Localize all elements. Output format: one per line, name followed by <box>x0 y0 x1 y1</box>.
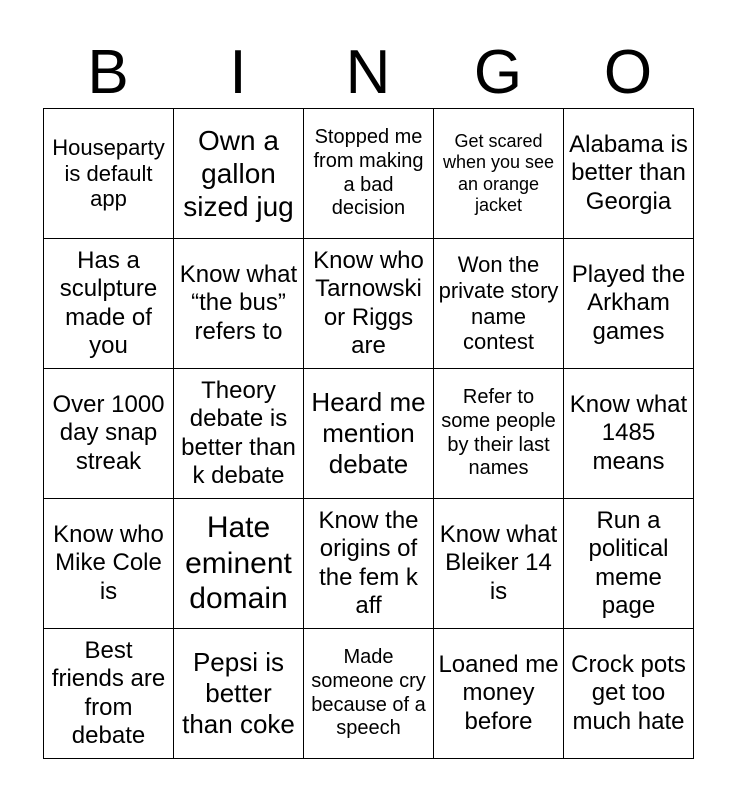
header-letter-g: G <box>473 38 523 107</box>
bingo-cell[interactable]: Know who Mike Cole is <box>44 499 174 629</box>
bingo-cell[interactable]: Know the origins of the fem k aff <box>304 499 434 629</box>
bingo-row <box>44 499 694 629</box>
bingo-cell[interactable]: Crock pots get too much hate <box>564 629 694 759</box>
bingo-cell[interactable]: Refer to some people by their last names <box>434 369 564 499</box>
bingo-cell[interactable]: Stopped me from making a bad decision <box>304 109 434 239</box>
bingo-cell[interactable]: Own a gallon sized jug <box>174 109 304 239</box>
bingo-cell[interactable]: Pepsi is better than coke <box>174 629 304 759</box>
bingo-cell[interactable]: Houseparty is default app <box>44 109 174 239</box>
bingo-cell[interactable]: Run a political meme page <box>564 499 694 629</box>
header-letter-b: B <box>87 38 129 107</box>
bingo-cell[interactable]: Hate eminent domain <box>174 499 304 629</box>
bingo-cell[interactable]: Know who Tarnowski or Riggs are <box>304 239 434 369</box>
bingo-row <box>44 109 694 239</box>
bingo-cell[interactable]: Alabama is better than Georgia <box>564 109 694 239</box>
bingo-cell[interactable]: Heard me mention debate <box>304 369 434 499</box>
bingo-cell[interactable]: Played the Arkham games <box>564 239 694 369</box>
bingo-cell[interactable]: Best friends are from debate <box>44 629 174 759</box>
header-letter-o: O <box>603 38 653 107</box>
bingo-cell[interactable]: Theory debate is better than k debate <box>174 369 304 499</box>
header-letter-i: I <box>229 38 247 107</box>
bingo-cell[interactable]: Over 1000 day snap streak <box>44 369 174 499</box>
bingo-cell[interactable]: Know what 1485 means <box>564 369 694 499</box>
bingo-cell[interactable]: Has a sculpture made of you <box>44 239 174 369</box>
bingo-cell[interactable]: Know what “the bus” refers to <box>174 239 304 369</box>
bingo-row <box>44 369 694 499</box>
bingo-cell[interactable]: Won the private story name contest <box>434 239 564 369</box>
bingo-cell[interactable]: Loaned me money before <box>434 629 564 759</box>
bingo-grid <box>43 108 694 759</box>
bingo-row <box>44 629 694 759</box>
bingo-header <box>43 38 693 108</box>
bingo-cell[interactable]: Made someone cry because of a speech <box>304 629 434 759</box>
header-letter-n: N <box>345 38 391 107</box>
bingo-row <box>44 239 694 369</box>
bingo-cell[interactable]: Know what Bleiker 14 is <box>434 499 564 629</box>
bingo-cell[interactable]: Get scared when you see an orange jacket <box>434 109 564 239</box>
